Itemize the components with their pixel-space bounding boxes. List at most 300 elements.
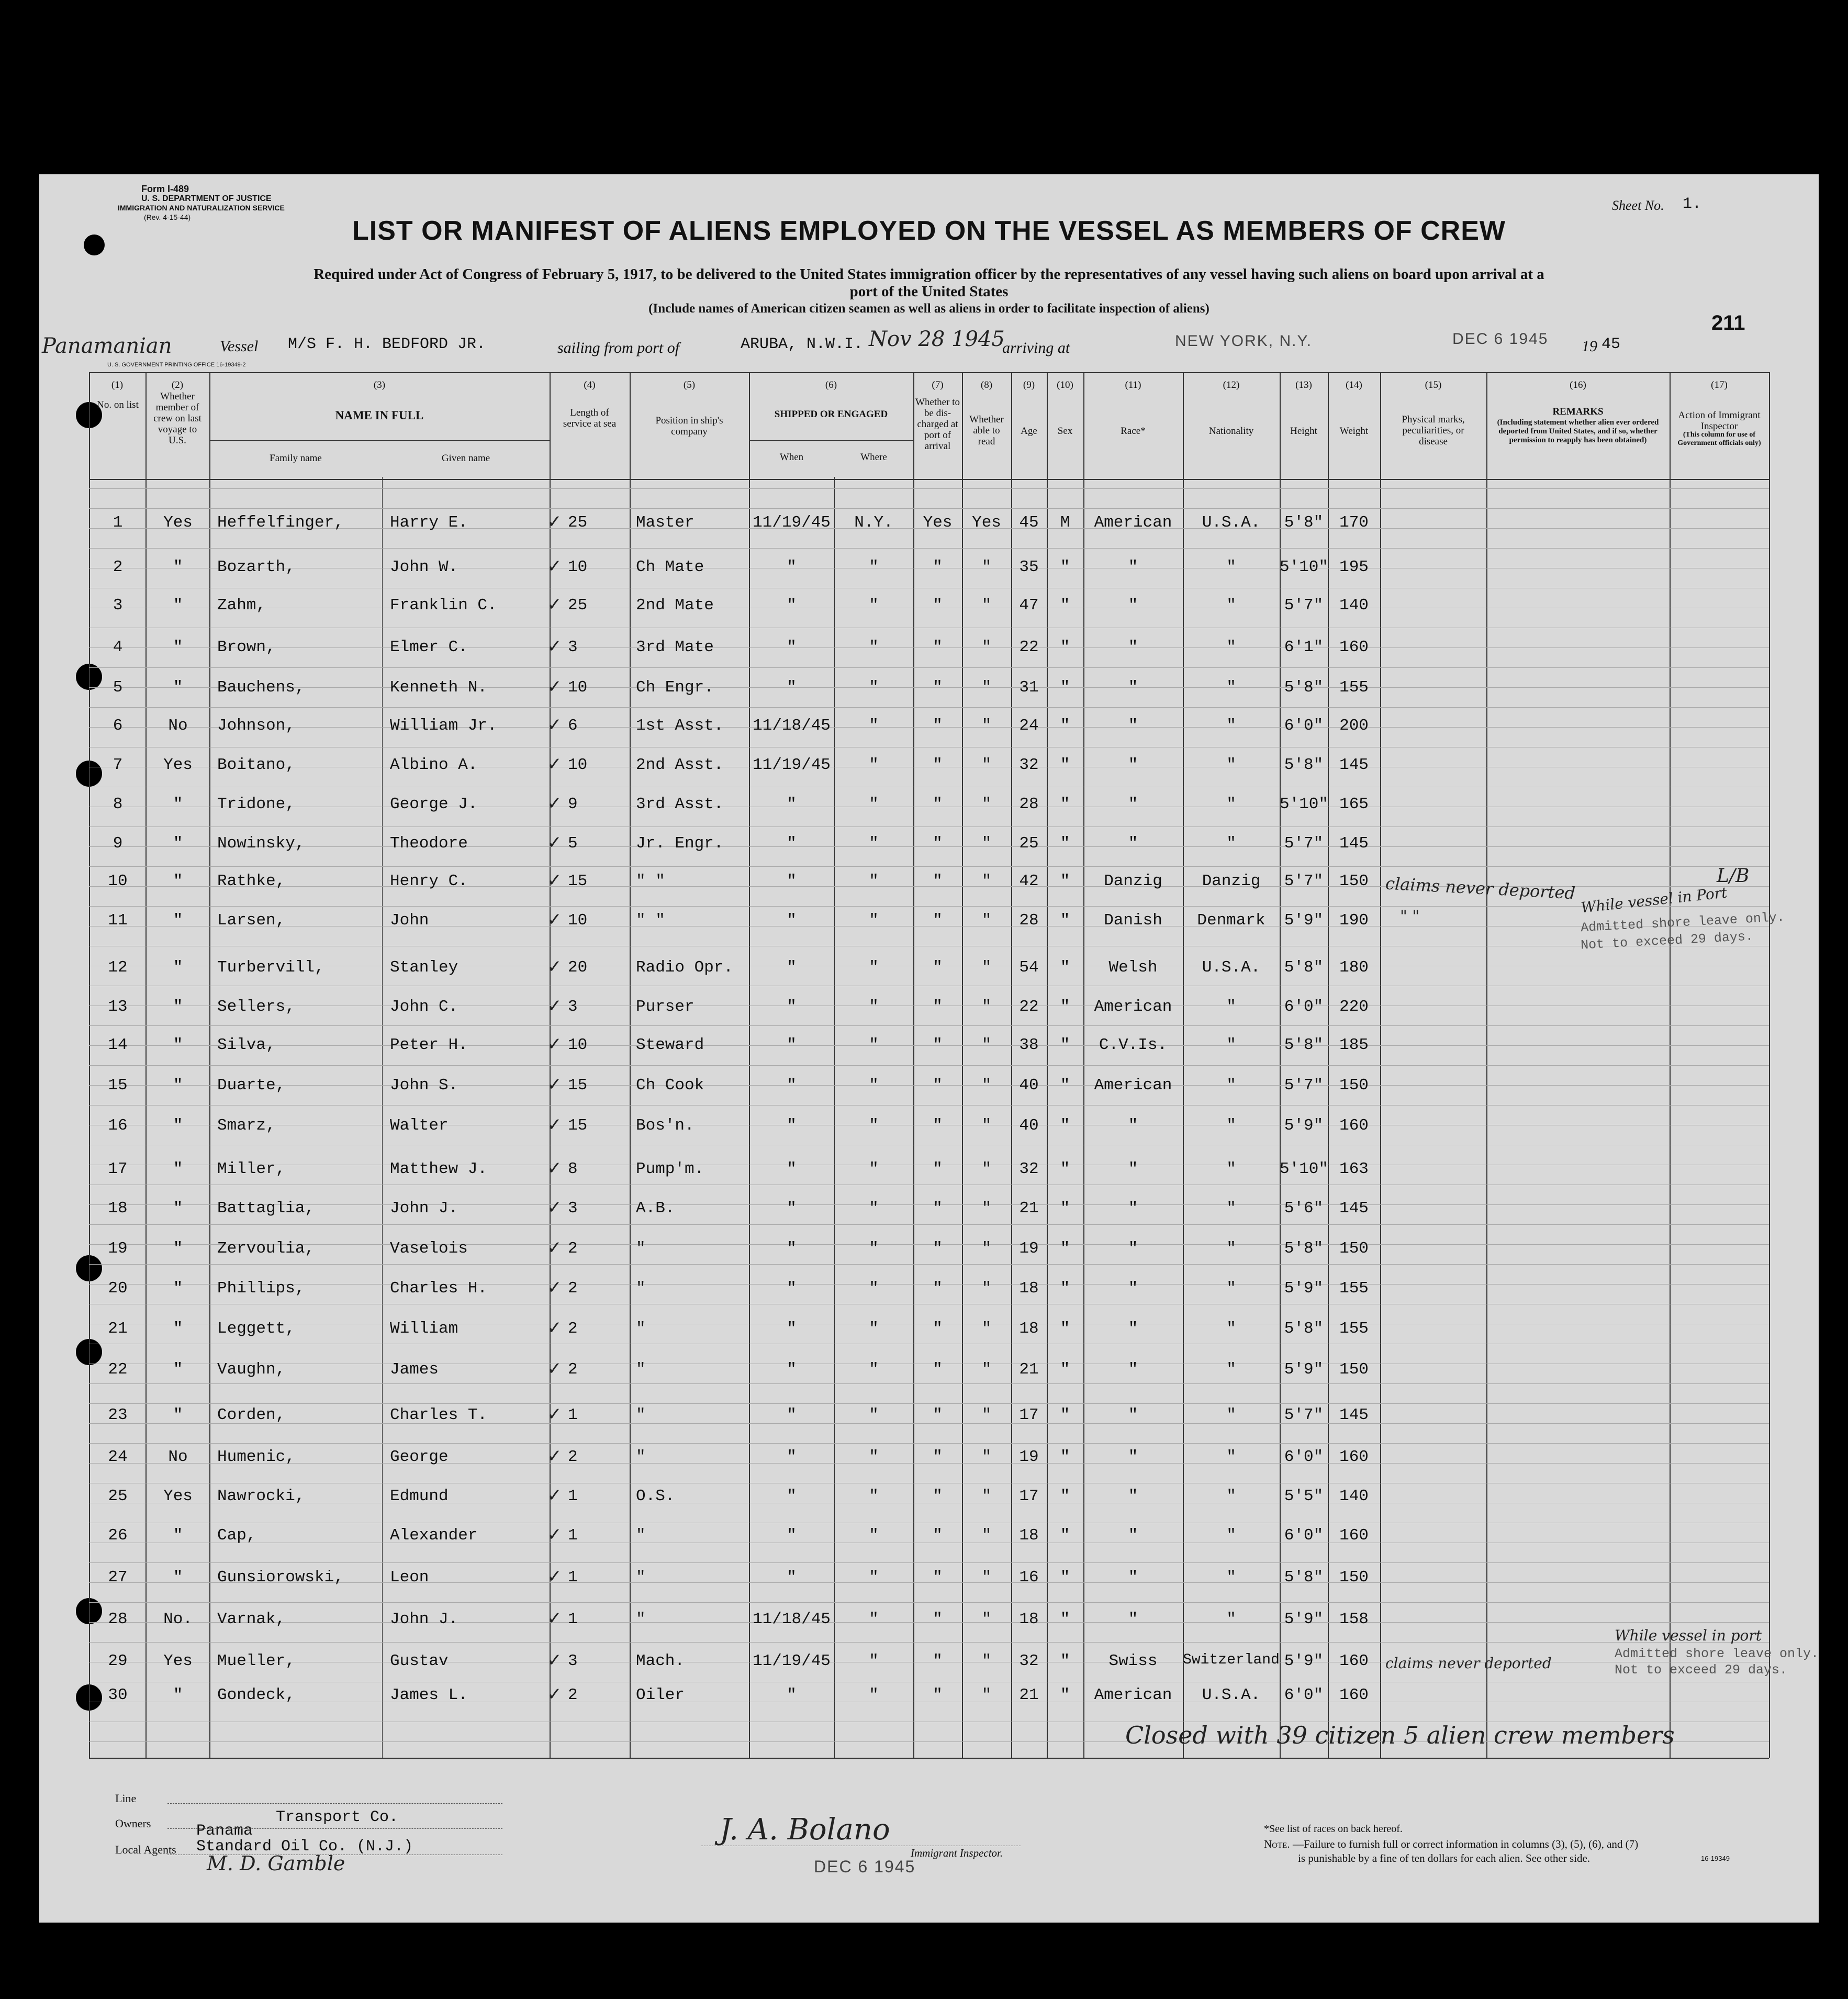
flag-handwritten: Panamanian: [42, 334, 172, 358]
cell-discharged: Yes: [923, 513, 953, 532]
cell-given: Matthew J.: [390, 1160, 488, 1178]
cell-no: 17: [108, 1160, 128, 1178]
cell-height: 6'0": [1284, 998, 1324, 1016]
cell-race: ": [1128, 1487, 1138, 1505]
cell-prev: ": [173, 1116, 183, 1135]
cell-sex: ": [1060, 756, 1070, 774]
cell-no: 8: [113, 795, 123, 813]
line-label: Line: [115, 1792, 137, 1805]
col2-label: Whether member of crew on last voyage to U.S.: [153, 391, 201, 446]
cell-nationality: ": [1226, 795, 1236, 813]
col14-label: Weight: [1339, 426, 1369, 437]
ruled-line: [89, 1602, 1769, 1603]
cell-service: 1: [568, 1406, 578, 1424]
cell-read: ": [981, 1652, 992, 1670]
cell-age: 16: [1019, 1568, 1039, 1587]
cell-read: ": [981, 958, 992, 977]
col13-label: Height: [1290, 426, 1317, 437]
check-mark-icon: ✓: [547, 754, 562, 775]
remark-row11: " ": [1400, 907, 1420, 925]
cell-no: 24: [108, 1448, 128, 1466]
cell-height: 5'7": [1284, 834, 1324, 853]
check-mark-icon: ✓: [547, 1034, 562, 1055]
cell-sex: M: [1060, 513, 1070, 532]
col11-num: (11): [1125, 379, 1141, 390]
cell-service: 5: [568, 834, 578, 853]
agents-value: Standard Oil Co. (N.J.): [196, 1838, 413, 1856]
check-mark-icon: ✓: [547, 793, 562, 814]
cell-position: ": [636, 1320, 646, 1338]
cell-read: ": [981, 998, 992, 1016]
cell-height: 5'8": [1284, 1320, 1324, 1338]
cell-discharged: ": [933, 638, 943, 656]
col6-label: SHIPPED OR ENGAGED: [774, 409, 888, 420]
cell-height: 5'9": [1284, 1116, 1324, 1135]
cell-given: Elmer C.: [390, 638, 468, 656]
cell-read: ": [981, 1406, 992, 1424]
action-row29-stamp1: Admitted shore leave only.: [1615, 1646, 1819, 1661]
cell-read: ": [981, 1568, 992, 1587]
cell-service: 1: [568, 1568, 578, 1587]
cell-nationality: U.S.A.: [1202, 958, 1261, 977]
cell-sex: ": [1060, 1199, 1070, 1218]
action-row11-stamp1: Admitted shore leave only.: [1580, 909, 1785, 936]
cell-race: ": [1128, 1116, 1138, 1135]
cell-discharged: ": [933, 872, 943, 890]
cell-no: 10: [108, 872, 128, 890]
cell-nationality: ": [1226, 1526, 1236, 1545]
cell-when: ": [787, 872, 797, 890]
cell-sex: ": [1060, 872, 1070, 890]
cell-height: 5'6": [1284, 1199, 1324, 1218]
cell-discharged: ": [933, 1199, 943, 1218]
cell-age: 17: [1019, 1487, 1039, 1505]
cell-where: ": [869, 717, 879, 735]
cell-family: Tridone,: [217, 795, 295, 813]
cell-service: 9: [568, 795, 578, 813]
cell-weight: 185: [1339, 1036, 1369, 1054]
cell-position: Mach.: [636, 1652, 685, 1670]
cell-height: 5'10": [1280, 795, 1329, 813]
cell-where: ": [869, 678, 879, 697]
cell-no: 15: [108, 1076, 128, 1095]
cell-age: 19: [1019, 1239, 1039, 1258]
cell-when: ": [787, 1320, 797, 1338]
remark-row10: claims never deported: [1385, 873, 1576, 903]
cell-position: 2nd Mate: [636, 596, 714, 615]
ruled-line: [89, 488, 1769, 489]
col7-label: Whether to be dis-charged at port of arrival: [915, 397, 960, 452]
cell-prev: ": [173, 1360, 183, 1379]
cell-sex: ": [1060, 596, 1070, 615]
col1-label: No. on list: [97, 399, 139, 410]
check-mark-icon: ✓: [547, 996, 562, 1017]
col4-num: (4): [584, 379, 596, 390]
cell-given: Stanley: [390, 958, 458, 977]
cell-given: Harry E.: [390, 513, 468, 532]
cell-race: ": [1128, 1448, 1138, 1466]
form-rev: (Rev. 4-15-44): [144, 213, 191, 221]
cell-weight: 160: [1339, 1686, 1369, 1704]
sailing-label: sailing from port of: [557, 339, 680, 356]
cell-nationality: ": [1226, 717, 1236, 735]
cell-family: Sellers,: [217, 998, 295, 1016]
cell-family: Nowinsky,: [217, 834, 305, 853]
cell-when: 11/19/45: [753, 513, 831, 532]
cell-service: 2: [568, 1448, 578, 1466]
cell-read: ": [981, 756, 992, 774]
form-number: Form I-489: [141, 184, 189, 194]
cell-race: ": [1128, 678, 1138, 697]
inspector-label: Immigrant Inspector.: [911, 1847, 1003, 1859]
cell-nationality: U.S.A.: [1202, 1686, 1261, 1704]
cell-sex: ": [1060, 1160, 1070, 1178]
cell-when: ": [787, 911, 797, 930]
cell-when: ": [787, 1448, 797, 1466]
cell-prev: No.: [163, 1610, 193, 1628]
owners-value1: Panama: [196, 1822, 253, 1840]
cell-where: ": [869, 795, 879, 813]
cell-nationality: ": [1226, 1239, 1236, 1258]
action-row10: L/B: [1717, 865, 1750, 887]
cell-age: 25: [1019, 834, 1039, 853]
col1-num: (1): [111, 379, 124, 390]
cell-race: Welsh: [1108, 958, 1158, 977]
arriving-port: NEW YORK, N.Y.: [1175, 332, 1312, 350]
cell-family: Zervoulia,: [217, 1239, 315, 1258]
cell-when: ": [787, 1487, 797, 1505]
cell-read: ": [981, 1487, 992, 1505]
cell-when: ": [787, 1526, 797, 1545]
check-mark-icon: ✓: [547, 676, 562, 697]
cell-sex: ": [1060, 1036, 1070, 1054]
cell-age: 40: [1019, 1076, 1039, 1095]
cell-read: ": [981, 638, 992, 656]
cell-family: Turbervill,: [217, 958, 324, 977]
cell-nationality: Danzig: [1202, 872, 1261, 890]
cell-discharged: ": [933, 1279, 943, 1298]
cell-height: 5'9": [1284, 1652, 1324, 1670]
cell-prev: ": [173, 911, 183, 930]
col5-num: (5): [683, 379, 696, 390]
cell-sex: ": [1060, 1116, 1070, 1135]
cell-read: ": [981, 1686, 992, 1704]
cell-nationality: ": [1226, 1116, 1236, 1135]
cell-sex: ": [1060, 834, 1070, 853]
cell-family: Heffelfinger,: [217, 513, 344, 532]
cell-where: ": [869, 834, 879, 853]
cell-no: 18: [108, 1199, 128, 1218]
check-mark-icon: ✓: [547, 556, 562, 577]
cell-given: Leon: [390, 1568, 429, 1587]
cell-when: ": [787, 678, 797, 697]
cell-height: 5'8": [1284, 1036, 1324, 1054]
cell-service: 1: [568, 1610, 578, 1628]
owners-label: Owners: [115, 1817, 151, 1830]
cell-nationality: ": [1226, 834, 1236, 853]
cell-weight: 145: [1339, 1199, 1369, 1218]
cell-weight: 200: [1339, 717, 1369, 735]
cell-when: ": [787, 1160, 797, 1178]
cell-when: 11/19/45: [753, 1652, 831, 1670]
cell-prev: ": [173, 1568, 183, 1587]
col9-num: (9): [1023, 379, 1035, 390]
cell-no: 20: [108, 1279, 128, 1298]
col2-num: (2): [171, 379, 184, 390]
cell-family: Humenic,: [217, 1448, 295, 1466]
ruled-line: [89, 1025, 1769, 1026]
cell-family: Gunsiorowski,: [217, 1568, 344, 1587]
cell-when: ": [787, 795, 797, 813]
cell-race: ": [1128, 1239, 1138, 1258]
ruled-line: [89, 1065, 1769, 1066]
cell-read: ": [981, 1448, 992, 1466]
cell-age: 18: [1019, 1526, 1039, 1545]
cell-race: Danzig: [1104, 872, 1162, 890]
cell-no: 11: [108, 911, 128, 930]
cell-when: ": [787, 1406, 797, 1424]
cell-no: 25: [108, 1487, 128, 1505]
cell-family: Nawrocki,: [217, 1487, 305, 1505]
ruled-line: [89, 667, 1769, 668]
cell-nationality: ": [1226, 678, 1236, 697]
cell-prev: ": [173, 1279, 183, 1298]
cell-discharged: ": [933, 678, 943, 697]
date-stamp: DEC 6 1945: [814, 1857, 916, 1876]
col6-num: (6): [825, 379, 837, 390]
cell-where: ": [869, 1239, 879, 1258]
cell-discharged: ": [933, 558, 943, 576]
cell-family: Phillips,: [217, 1279, 305, 1298]
cell-position: Jr. Engr.: [636, 834, 724, 853]
cell-family: Leggett,: [217, 1320, 295, 1338]
ruled-line: [89, 707, 1769, 708]
cell-prev: ": [173, 872, 183, 890]
cell-family: Boitano,: [217, 756, 295, 774]
cell-prev: ": [173, 1199, 183, 1218]
col8-num: (8): [980, 379, 993, 390]
cell-age: 28: [1019, 795, 1039, 813]
cell-given: Henry C.: [390, 872, 468, 890]
cell-height: 5'5": [1284, 1487, 1324, 1505]
cell-age: 22: [1019, 638, 1039, 656]
cell-age: 32: [1019, 1652, 1039, 1670]
action-row11-hand: While vessel in Port: [1580, 884, 1728, 917]
cell-age: 35: [1019, 558, 1039, 576]
cell-given: Kenneth N.: [390, 678, 488, 697]
cell-given: John J.: [390, 1610, 458, 1628]
cell-read: ": [981, 1279, 992, 1298]
cell-given: James: [390, 1360, 439, 1379]
cell-race: ": [1128, 756, 1138, 774]
arriving-label: arriving at: [1002, 339, 1070, 356]
cell-position: 3rd Asst.: [636, 795, 724, 813]
cell-when: ": [787, 1360, 797, 1379]
check-mark-icon: ✓: [547, 1608, 562, 1629]
cell-given: George J.: [390, 795, 478, 813]
col3-label: NAME IN FULL: [335, 409, 424, 422]
cell-sex: ": [1060, 717, 1070, 735]
cell-no: 14: [108, 1036, 128, 1054]
cell-nationality: ": [1226, 1610, 1236, 1628]
cell-family: Smarz,: [217, 1116, 276, 1135]
cell-given: Albino A.: [390, 756, 478, 774]
cell-age: 18: [1019, 1320, 1039, 1338]
cell-given: William: [390, 1320, 458, 1338]
cell-prev: ": [173, 1076, 183, 1095]
form-service: IMMIGRATION AND NATURALIZATION SERVICE: [118, 204, 285, 212]
cell-discharged: ": [933, 1160, 943, 1178]
cell-age: 40: [1019, 1116, 1039, 1135]
cell-prev: ": [173, 998, 183, 1016]
cell-weight: 195: [1339, 558, 1369, 576]
cell-sex: ": [1060, 678, 1070, 697]
cell-nationality: ": [1226, 558, 1236, 576]
cell-weight: 140: [1339, 596, 1369, 615]
print-code-bottom: 16-19349: [1701, 1855, 1730, 1862]
cell-family: Duarte,: [217, 1076, 286, 1095]
cell-service: 1: [568, 1526, 578, 1545]
ruled-line: [89, 1443, 1769, 1444]
cell-position: Radio Opr.: [636, 958, 734, 977]
cell-height: 5'8": [1284, 513, 1324, 532]
cell-sex: ": [1060, 958, 1070, 977]
cell-height: 6'0": [1284, 717, 1324, 735]
cell-weight: 145: [1339, 834, 1369, 853]
cell-service: 10: [568, 756, 588, 774]
check-mark-icon: ✓: [547, 594, 562, 615]
cell-weight: 155: [1339, 1279, 1369, 1298]
cell-read: ": [981, 1320, 992, 1338]
cell-prev: ": [173, 958, 183, 977]
check-mark-icon: ✓: [547, 1404, 562, 1425]
cell-height: 5'7": [1284, 596, 1324, 615]
cell-given: Peter H.: [390, 1036, 468, 1054]
col15-num: (15): [1425, 379, 1442, 390]
col16-label: REMARKS: [1552, 406, 1604, 417]
cell-no: 16: [108, 1116, 128, 1135]
cell-nationality: ": [1226, 638, 1236, 656]
cell-position: Ch Engr.: [636, 678, 714, 697]
cell-weight: 220: [1339, 998, 1369, 1016]
cell-no: 28: [108, 1610, 128, 1628]
cell-position: ": [636, 1279, 646, 1298]
cell-where: ": [869, 638, 879, 656]
cell-service: 3: [568, 638, 578, 656]
cell-position: ": [636, 1448, 646, 1466]
cell-position: Oiler: [636, 1686, 685, 1704]
cell-prev: ": [173, 558, 183, 576]
cell-prev: No: [168, 1448, 188, 1466]
cell-position: ": [636, 1610, 646, 1628]
cell-prev: ": [173, 638, 183, 656]
col17-label: Action of Immigrant Inspector: [1678, 410, 1761, 432]
cell-age: 45: [1019, 513, 1039, 532]
cell-family: Bozarth,: [217, 558, 295, 576]
cell-service: 6: [568, 717, 578, 735]
cell-read: ": [981, 1526, 992, 1545]
check-mark-icon: ✓: [547, 1114, 562, 1135]
cell-nationality: ": [1226, 998, 1236, 1016]
agents-label: Local Agents: [115, 1843, 176, 1856]
cell-no: 6: [113, 717, 123, 735]
cell-prev: Yes: [163, 513, 193, 532]
cell-where: ": [869, 756, 879, 774]
cell-when: ": [787, 596, 797, 615]
check-mark-icon: ✓: [547, 832, 562, 853]
cell-where: ": [869, 1360, 879, 1379]
cell-service: 10: [568, 558, 588, 576]
cell-sex: ": [1060, 911, 1070, 930]
cell-no: 19: [108, 1239, 128, 1258]
cell-where: ": [869, 1076, 879, 1095]
cell-height: 6'0": [1284, 1686, 1324, 1704]
ruled-line: [89, 1264, 1769, 1265]
cell-weight: 163: [1339, 1160, 1369, 1178]
cell-no: 2: [113, 558, 123, 576]
cell-height: 5'8": [1284, 678, 1324, 697]
cell-race: ": [1128, 558, 1138, 576]
cell-nationality: ": [1226, 1320, 1236, 1338]
col11-label: Race*: [1121, 426, 1146, 437]
check-mark-icon: ✓: [547, 1074, 562, 1095]
check-mark-icon: ✓: [547, 1524, 562, 1545]
cell-service: 3: [568, 998, 578, 1016]
cell-read: ": [981, 1076, 992, 1095]
cell-race: ": [1128, 1568, 1138, 1587]
print-code-top: U. S. GOVERNMENT PRINTING OFFICE 16-19349-2: [107, 362, 246, 368]
cell-where: ": [869, 1448, 879, 1466]
cell-when: ": [787, 1116, 797, 1135]
cell-nationality: ": [1226, 756, 1236, 774]
cell-position: ": [636, 1526, 646, 1545]
cell-discharged: ": [933, 596, 943, 615]
cell-height: 5'7": [1284, 872, 1324, 890]
cell-when: ": [787, 1686, 797, 1704]
cell-family: Rathke,: [217, 872, 286, 890]
cell-race: American: [1094, 1686, 1172, 1704]
cell-service: 3: [568, 1199, 578, 1218]
cell-when: ": [787, 834, 797, 853]
cell-weight: 160: [1339, 1116, 1369, 1135]
cell-when: ": [787, 1279, 797, 1298]
cell-where: ": [869, 1526, 879, 1545]
cell-family: Mueller,: [217, 1652, 295, 1670]
check-mark-icon: ✓: [547, 636, 562, 657]
ruled-line: [89, 1403, 1769, 1404]
cell-service: 15: [568, 1116, 588, 1135]
cell-sex: ": [1060, 795, 1070, 813]
cell-age: 31: [1019, 678, 1039, 697]
cell-age: 21: [1019, 1360, 1039, 1379]
cell-where: ": [869, 1036, 879, 1054]
cell-given: Walter: [390, 1116, 449, 1135]
cell-when: ": [787, 1076, 797, 1095]
col17-sub: (This column for use of Government officials only): [1677, 431, 1761, 447]
vessel-name: M/S F. H. BEDFORD JR.: [288, 336, 486, 353]
cell-age: 54: [1019, 958, 1039, 977]
cell-where: ": [869, 872, 879, 890]
cell-height: 5'10": [1280, 1160, 1329, 1178]
cell-when: ": [787, 558, 797, 576]
col17-num: (17): [1711, 379, 1728, 390]
cell-service: 15: [568, 1076, 588, 1095]
cell-age: 32: [1019, 756, 1039, 774]
cell-weight: 150: [1339, 1239, 1369, 1258]
cell-prev: ": [173, 1406, 183, 1424]
sailing-date: Nov 28 1945: [869, 327, 1005, 351]
cell-nationality: ": [1226, 1448, 1236, 1466]
